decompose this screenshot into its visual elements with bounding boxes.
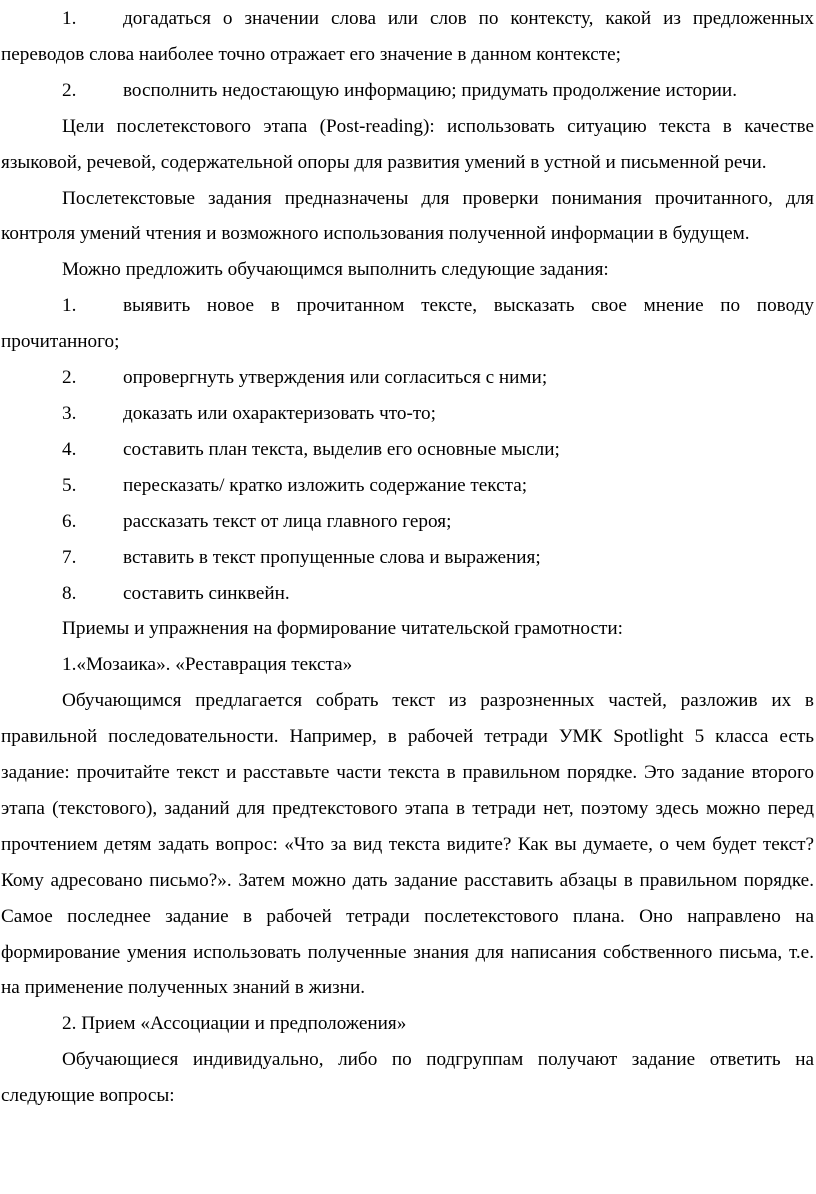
- list-item-text: вставить в текст пропущенные слова и выражения;: [123, 546, 541, 568]
- paragraph: Можно предложить обучающимся выполнить следующие задания:: [62, 259, 609, 281]
- list-item: [1, 396, 814, 432]
- list-item: [1, 432, 814, 468]
- paragraph: Послетекстовые задания предназначены для проверки понимания прочитанного, для контроля умений чтения и возможного использования полученной информации в будущем.: [1, 187, 814, 245]
- list-number: 2.: [62, 79, 77, 101]
- list-item: [1, 540, 814, 576]
- list-item: [1, 468, 814, 504]
- list-item-text: доказать или охарактеризовать что-то;: [123, 402, 436, 424]
- list-item: [1, 288, 814, 360]
- section-heading: Приемы и упражнения на формирование читательской грамотности:: [62, 618, 623, 640]
- list-number: 5.: [62, 474, 77, 496]
- list-item: [1, 360, 814, 396]
- list-number: 1.: [62, 295, 77, 317]
- list-number: 8.: [62, 582, 77, 604]
- list-item: [1, 73, 814, 109]
- list-item-text: выявить новое в прочитанном тексте, высказать свое мнение по поводу прочитанного;: [1, 295, 814, 353]
- paragraph: Обучающимся предлагается собрать текст из разрозненных частей, разложив их в правильной последовательности. Например, в рабочей тетради УМК Spotlight 5 класса есть задание: прочитайте текст и расставьте части текста в правильном порядке. Это задание второго этапа (текстового), заданий для предтекстового этапа в тетради нет, поэтому здесь можно перед прочтением детям задать вопрос: «Что за вид текста видите? Как вы думаете, о чем будет текст? Кому адресовано письмо?». Затем можно дать задание расставить абзацы в правильном порядке. Самое последнее задание в рабочей тетради послетекстового плана. Оно направлено на формирование умения использовать полученные знания для написания собственного письма, т.е. на применение полученных знаний в жизни.: [1, 690, 814, 999]
- list-number: 4.: [62, 438, 77, 460]
- list-number: 3.: [62, 402, 77, 424]
- technique-title: 1.«Мозаика». «Реставрация текста»: [62, 654, 353, 676]
- paragraph: Цели послетекстового этапа (Post-reading): использовать ситуацию текста в качестве языковой, речевой, содержательной опоры для развития умений в устной и письменной речи.: [1, 115, 814, 173]
- list-item-text: рассказать текст от лица главного героя;: [123, 510, 452, 532]
- list-number: 2.: [62, 367, 77, 389]
- list-item-text: догадаться о значении слова или слов по контексту, какой из предложенных переводов слова наиболее точно отражает его значение в данном контексте;: [1, 8, 814, 65]
- list-item: [1, 1, 814, 73]
- list-item-text: составить синквейн.: [123, 582, 290, 604]
- list-item-text: восполнить недостающую информацию; придумать продолжение истории.: [123, 79, 737, 101]
- list-number: 1.: [62, 8, 77, 29]
- list-number: 7.: [62, 546, 77, 568]
- list-item-text: составить план текста, выделив его основные мысли;: [123, 438, 560, 460]
- list-item-text: опровергнуть утверждения или согласиться с ними;: [123, 367, 548, 389]
- paragraph: Обучающиеся индивидуально, либо по подгруппам получают задание ответить на следующие вопросы:: [1, 1049, 814, 1107]
- list-item-text: пересказать/ кратко изложить содержание текста;: [123, 474, 528, 496]
- list-item: [1, 576, 814, 612]
- list-item: [1, 504, 814, 540]
- list-number: 6.: [62, 510, 77, 532]
- technique-title: 2. Прием «Ассоциации и предположения»: [62, 1013, 407, 1035]
